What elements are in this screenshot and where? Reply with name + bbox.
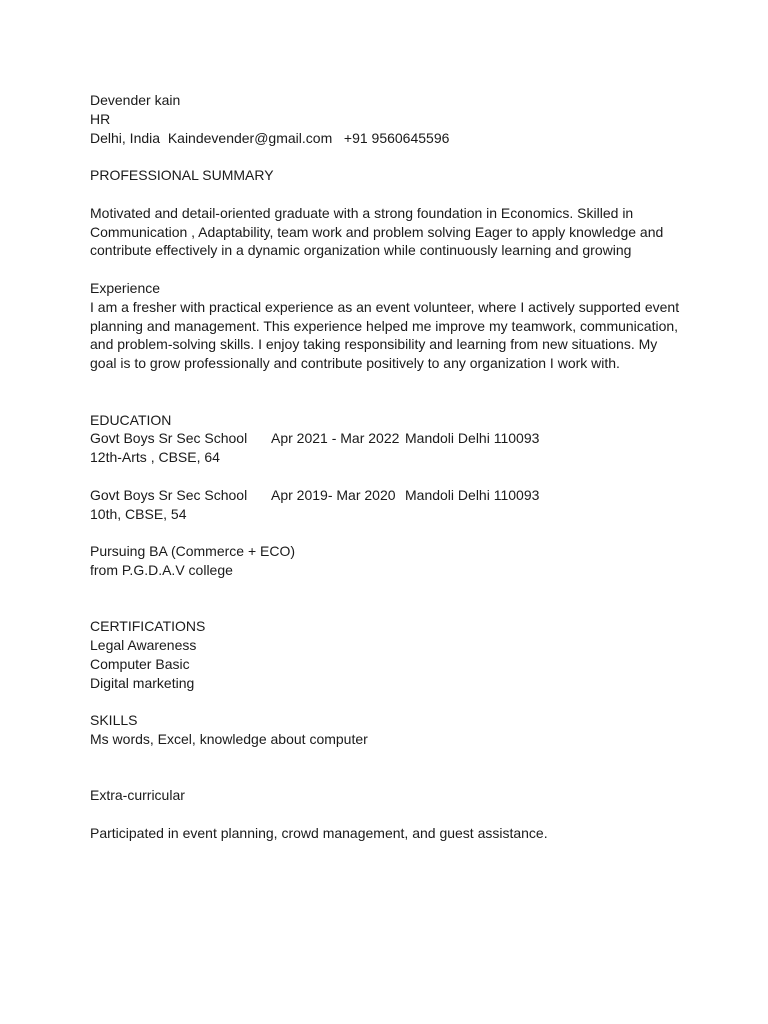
experience-line: and problem-solving skills. I enjoy taking responsibility and learning from new situations. My xyxy=(90,336,658,353)
extra-curricular-heading: Extra-curricular xyxy=(90,787,185,804)
education-location: Mandoli Delhi 110093 xyxy=(405,486,540,503)
skills-text: Ms words, Excel, knowledge about computer xyxy=(90,731,368,748)
experience-line: I am a fresher with practical experience as an event volunteer, where I actively supported event xyxy=(90,298,680,315)
certification-item: Legal Awareness xyxy=(90,637,197,654)
summary-line: Motivated and detail-oriented graduate with a strong foundation in Economics. Skilled in xyxy=(90,204,634,221)
skills-heading: SKILLS xyxy=(90,712,138,729)
education-dates: Apr 2019- Mar 2020 xyxy=(271,486,396,503)
experience-line: planning and management. This experience helped me improve my teamwork, communication, xyxy=(90,317,679,334)
education-heading: EDUCATION xyxy=(90,411,172,428)
certification-item: Digital marketing xyxy=(90,674,195,691)
certifications-heading: CERTIFICATIONS xyxy=(90,618,206,635)
summary-line: Communication , Adaptability, team work and problem solving Eager to apply knowledge and xyxy=(90,223,664,240)
education-location: Mandoli Delhi 110093 xyxy=(405,430,540,447)
education-college: from P.G.D.A.V college xyxy=(90,561,233,578)
contact-line: Delhi, India Kaindevender@gmail.com +91 9560645596 xyxy=(90,129,450,146)
candidate-name: Devender kain xyxy=(90,92,181,108)
education-detail: 12th-Arts , CBSE, 64 xyxy=(90,449,220,466)
certification-item: Computer Basic xyxy=(90,655,190,672)
experience-heading: Experience xyxy=(90,279,161,296)
candidate-role: HR xyxy=(90,110,111,127)
education-school: Govt Boys Sr Sec School xyxy=(90,486,248,503)
education-dates: Apr 2021 - Mar 2022 xyxy=(271,430,400,447)
summary-line: contribute effectively in a dynamic organization while continuously learning and growing xyxy=(90,242,632,259)
education-detail: 10th, CBSE, 54 xyxy=(90,505,187,522)
education-school: Govt Boys Sr Sec School xyxy=(90,430,248,447)
resume-document xyxy=(90,91,690,843)
experience-line: goal is to grow professionally and contribute positively to any organization I work with. xyxy=(90,355,620,372)
summary-heading: PROFESSIONAL SUMMARY xyxy=(90,167,274,184)
education-entry xyxy=(90,486,690,505)
education-entry xyxy=(90,429,690,448)
education-pursuing: Pursuing BA (Commerce + ECO) xyxy=(90,543,296,560)
extra-curricular-text: Participated in event planning, crowd management, and guest assistance. xyxy=(90,825,548,842)
